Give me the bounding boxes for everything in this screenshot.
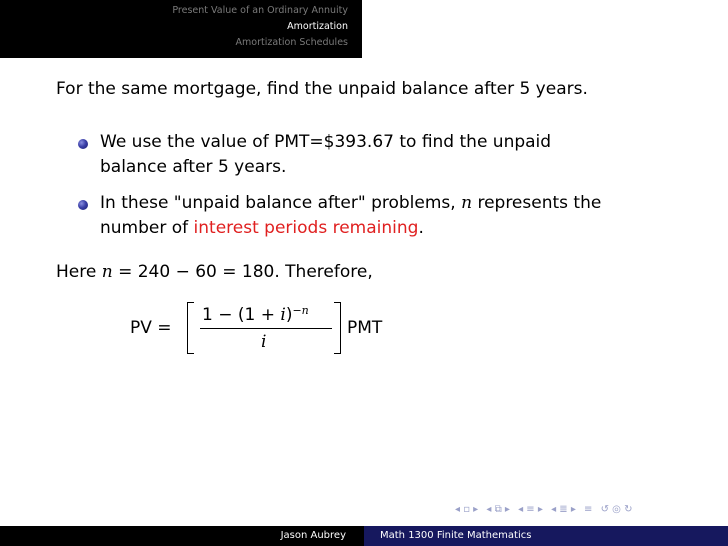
bullet2-line1 — [100, 193, 601, 213]
footer-author: Jason Aubrey — [280, 530, 346, 541]
nav-section-icon[interactable]: ◂ ≡ ▸ — [518, 504, 543, 515]
bullet2-line2 — [100, 218, 424, 238]
highlight-interest-periods: interest periods remaining — [193, 218, 419, 238]
formula-numerator — [202, 305, 309, 327]
fraction-bar — [200, 328, 332, 329]
numerator-text: 1 − (1 + — [202, 305, 281, 325]
nav-part-icon[interactable]: ◂ ≣ ▸ — [551, 504, 576, 515]
nav-subsection-icon[interactable]: ◂ ⧉ ▸ — [486, 504, 510, 515]
formula-lhs: PV = — [130, 318, 172, 338]
bullet-icon — [78, 139, 88, 149]
slide-header — [0, 0, 728, 58]
variable-n: n — [461, 193, 473, 213]
bullet2-text: In these "unpaid balance after" problems, — [100, 193, 462, 213]
exponent-variable: n — [301, 304, 309, 317]
here-expression: = 240 − 60 = 180. Therefore, — [112, 262, 373, 282]
left-bracket — [187, 302, 194, 354]
formula-rhs: PMT — [347, 318, 383, 338]
formula-denominator: i — [261, 332, 267, 352]
exponent — [292, 304, 308, 317]
nav-appendix-icon[interactable]: ≡ — [584, 504, 593, 515]
beamer-navigation-symbols — [455, 504, 637, 518]
bullet1-line1: We use the value of PMT=$393.67 to find the unpaid — [100, 132, 552, 152]
numerator-close: ) — [285, 305, 293, 325]
footer-author-box — [0, 526, 364, 546]
footer-course-box — [364, 526, 728, 546]
nav-section-amortization[interactable]: Amortization — [287, 21, 348, 32]
bullet2-line2-text: number of — [100, 218, 194, 238]
exponent-sign: − — [292, 304, 302, 317]
bullet1-line2: balance after 5 years. — [100, 157, 287, 177]
period: . — [418, 218, 424, 238]
nav-search-icon[interactable]: ↺ ◎ ↻ — [600, 504, 633, 515]
nav-section-present-value[interactable]: Present Value of an Ordinary Annuity — [172, 5, 348, 16]
variable-i: i — [280, 305, 286, 325]
here-text: Here — [56, 262, 102, 282]
intro-text: For the same mortgage, find the unpaid balance after 5 years. — [56, 79, 588, 99]
here-line — [56, 262, 373, 282]
bullet2-text-post: represents the — [472, 193, 602, 213]
header-blank — [362, 0, 728, 58]
section-navigation — [0, 0, 362, 58]
bullet-icon — [78, 200, 88, 210]
right-bracket — [334, 302, 341, 354]
variable-n: n — [101, 262, 113, 282]
footer-course: Math 1300 Finite Mathematics — [380, 530, 532, 541]
nav-section-amortization-schedules[interactable]: Amortization Schedules — [235, 37, 348, 48]
nav-prev-frame-icon[interactable]: ◂ ▫ ▸ — [455, 504, 479, 515]
